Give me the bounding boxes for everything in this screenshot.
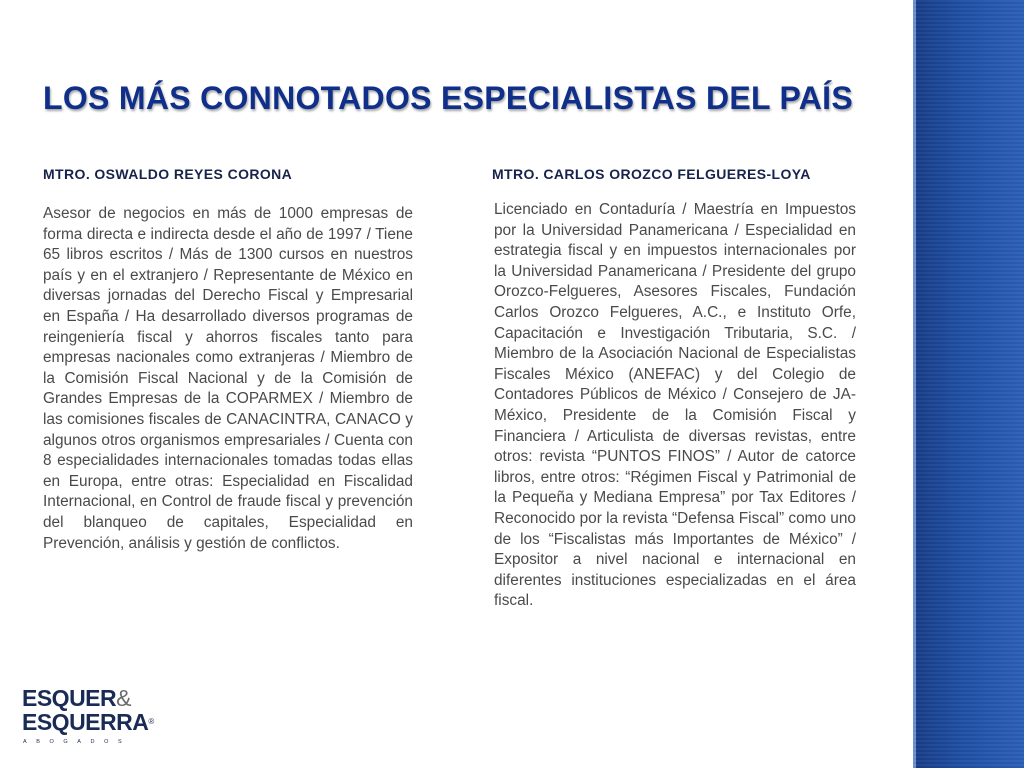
logo-registered-mark: ® [148, 717, 154, 726]
decorative-side-panel [913, 0, 1024, 768]
right-column-heading: MTRO. CARLOS OROZCO FELGUERES-LOYA [492, 166, 811, 182]
logo-ampersand: & [116, 685, 131, 711]
slide-title: LOS MÁS CONNOTADOS ESPECIALISTAS DEL PAÍS [43, 80, 854, 116]
logo-line-2 [22, 710, 154, 734]
logo-word-1: ESQUER [22, 685, 117, 711]
logo-tagline: ABOGADOS [23, 739, 132, 745]
company-logo [22, 686, 172, 756]
logo-line-1 [22, 686, 131, 710]
right-column-body: Licenciado en Contaduría / Maestría en Impuestos por la Universidad Panamericana / Especialidad en estrategia fiscal y en impuestos internacionales por la Universidad Panamericana / Presidente del grupo Orozco-Felgueres, Asesores Fiscales, Fundación Carlos Orozco Felgueres, A.C., e Instituto Orfe, Capacitación e Investigación Tributaria, S.C. / Miembro de la Asociación Nacional de Especialistas Fiscales México (ANEFAC) y del Colegio de Contadores Públicos de México / Consejero de JA-México, Presidente de la Comisión Fiscal y Financiera / Articulista de diversas revistas, entre otros: revista “PUNTOS FINOS” / Autor de catorce libros, entre otros: “Régimen Fiscal y Patrimonial de la Pequeña y Mediana Empresa” por Tax Editores / Reconocido por la revista “Defensa Fiscal” como uno de los “Fiscalistas más Importantes de México” / Expositor a nivel nacional e internacional en diferentes instituciones especializadas en el área fiscal. [494, 201, 856, 610]
left-column-body: Asesor de negocios en más de 1000 empresas de forma directa e indirecta desde el año de 1997 / Tiene 65 libros escritos / Más de 1300 cursos en nuestros país y en el extranjero / Representante de México en diversas jornadas del Derecho Fiscal y Empresarial en España / Ha desarrollado diversos programas de reingeniería fiscal y ahorros fiscales tanto para empresas nacionales como extranjeras / Miembro de la Comisión Fiscal Nacional y de la Comisión de Grandes Empresas de la COPARMEX / Miembro de las comisiones fiscales de CANACINTRA, CANACO y algunos otros organismos empresariales / Cuenta con 8 especialidades internacionales tomadas todas ellas en Europa, entre otras: Especialidad en Fiscalidad Internacional, en Control de fraude fiscal y prevención del blanqueo de capitales, Especialidad en Prevención, análisis y gestión de conflictos. [43, 205, 413, 552]
logo-word-2: ESQUERRA [22, 709, 149, 735]
left-column-heading: MTRO. OSWALDO REYES CORONA [43, 166, 293, 182]
